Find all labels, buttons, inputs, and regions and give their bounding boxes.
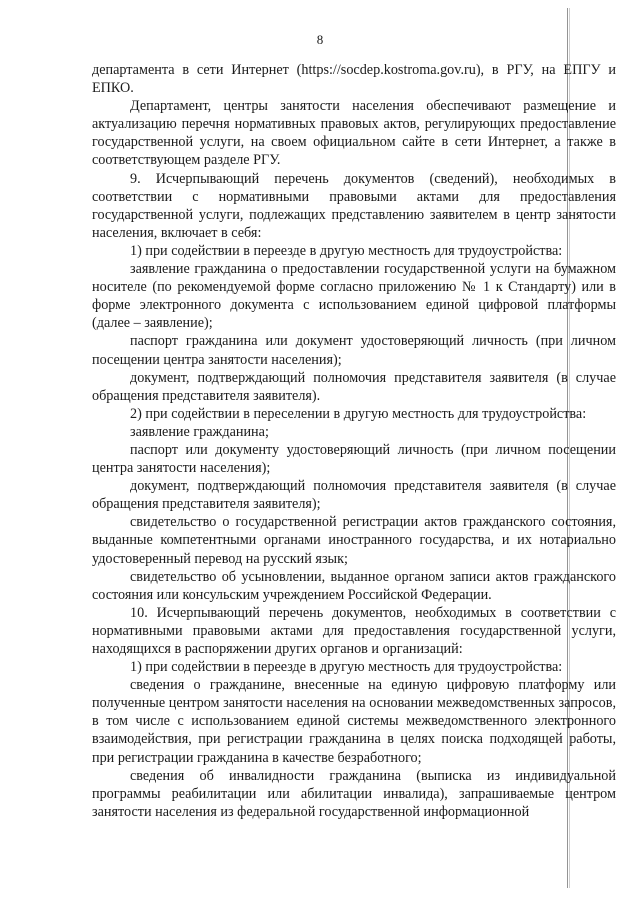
paragraph: документ, подтверждающий полномочия представителя заявителя (в случае обращения представителя заявителя); [92,478,616,513]
paragraph: заявление гражданина о предоставлении государственной услуги на бумажном носителе (по рекомендуемой форме согласно приложению № 1 к Стандарту) или в форме электронного документа с использованием единой цифровой платформы (далее – заявление); [92,261,616,332]
paragraph: департамента в сети Интернет (https://socdep.kostroma.gov.ru), в РГУ, на ЕПГУ и ЕПКО. [92,62,616,97]
paragraph: паспорт или документу удостоверяющий личность (при личном посещении центра занятости населения); [92,441,616,477]
paragraph: свидетельство об усыновлении, выданное органом записи актов гражданского состояния или консульским учреждением Российской Федерации. [92,568,616,603]
paragraph: сведения о гражданине, внесенные на единую цифровую платформу или полученные центром занятости населения на основании межведомственных запросов, в том числе с использованием единой системы межведомственного электронного взаимодействия, при регистрации гражданина в целях поиска подходящей работы, при регистрации гражданина в качестве безработного; [92,677,616,766]
paragraph: паспорт гражданина или документ удостоверяющий личность (при личном посещении центра занятости населения); [92,333,616,368]
paragraph: 10. Исчерпывающий перечень документов, необходимых в соответствии с нормативными правовыми актами для предоставления государственной услуги, находящихся в распоряжении других органов и организаций: [92,604,616,657]
paragraph: свидетельство о государственной регистрации актов гражданского состояния, выданные компетентными органами иностранного государства, и их нотариально удостоверенный перевод на русский язык; [92,514,616,567]
paragraph: документ, подтверждающий полномочия представителя заявителя (в случае обращения представителя заявителя). [92,369,616,404]
list-item: 2) при содействии в переселении в другую местность для трудоустройства: [130,405,587,422]
list-item: 1) при содействии в переезде в другую местность для трудоустройства: [130,659,563,676]
paragraph: сведения об инвалидности гражданина (выписка из индивидуальной программы реабилитации или абилитации инвалида), запрашиваемые центром занятости населения из федеральной государственной информационной [92,767,616,820]
paragraph: 9. Исчерпывающий перечень документов (сведений), необходимых в соответствии с нормативными правовыми актами для предоставления государственной услуги, подлежащих представлению заявителем в центр занятости населения, включает в себя: [92,170,616,241]
page-number: 8 [316,32,324,47]
paragraph: заявление гражданина; [130,423,269,440]
paragraph: Департамент, центры занятости населения обеспечивают размещение и актуализацию перечня нормативных правовых актов, регулирующих предоставление государственной услуги, на своем официальном сайте в сети Интернет, а также в соответствующем разделе РГУ. [92,98,616,169]
list-item: 1) при содействии в переезде в другую местность для трудоустройства: [130,242,563,259]
document-body [92,61,616,821]
